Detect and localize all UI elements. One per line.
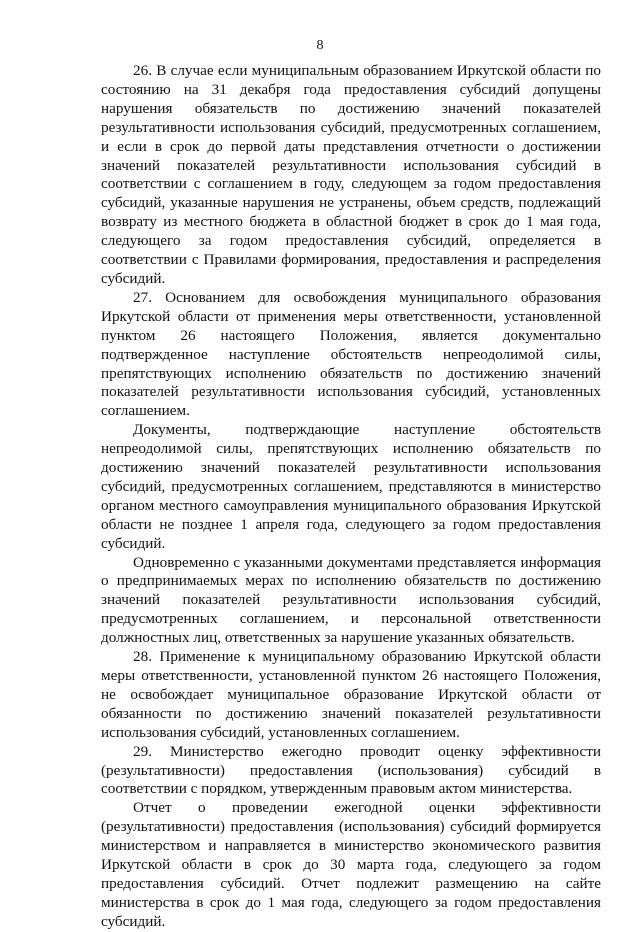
paragraph-27-documents: Документы, подтверждающие наступление обстоятельств непреодолимой силы, препятствующих исполнению обязательств по достижению значений показателей результативности использования субсидий, предусмотренных соглашением, представляются в министерство органом местного самоуправления муниципального образования Иркутской области не позднее 1 апреля года, следующего за годом предоставления субсидий. xyxy=(101,421,601,552)
document-body xyxy=(101,62,601,932)
paragraph-29-report: Отчет о проведении ежегодной оценки эффективности (результативности) предоставления (использования) субсидий формируется министерством и направляется в министерство экономического развития Иркутской области в срок до 30 марта года, следующего за годом предоставления субсидий. Отчет подлежит размещению на сайте министерства в срок до 1 мая года, следующего за годом предоставления субсидий. xyxy=(101,799,601,930)
paragraph-28: 28. Применение к муниципальному образованию Иркутской области меры ответственности, установленной пунктом 26 настоящего Положения, не освобождает муниципальное образование Иркутской области от обязанности по достижению значений показателей результативности использования субсидий, установленных соглашением. xyxy=(101,648,601,741)
paragraph-26: 26. В случае если муниципальным образованием Иркутской области по состоянию на 31 декабря года предоставления субсидий допущены нарушения обязательств по достижению значений показателей результативности использования субсидий, предусмотренных соглашением, и если в срок до первой даты представления отчетности о достижении значений показателей результативности использования субсидий в соответствии с соглашением в году, следующем за годом предоставления субсидий, указанные нарушения не устранены, объем средств, подлежащий возврату из местного бюджета в областной бюджет в срок до 1 мая года, следующего за годом предоставления субсидий, определяется в соответствии с Правилами формирования, предоставления и распределения субсидий. xyxy=(101,62,601,287)
paragraph-27: 27. Основанием для освобождения муниципального образования Иркутской области от применения меры ответственности, установленной пунктом 26 настоящего Положения, является документально подтвержденное наступление обстоятельств непреодолимой силы, препятствующих исполнению обязательств по достижению значений показателей результативности использования субсидий, установленных соглашением. xyxy=(101,288,601,420)
paragraph-29: 29. Министерство ежегодно проводит оценку эффективности (результативности) предоставления (использования) субсидий в соответствии с порядком, утвержденным правовым актом министерства. xyxy=(101,742,601,798)
paragraph-27-information: Одновременно с указанными документами представляется информация о предпринимаемых мерах по исполнению обязательств по достижению значений показателей результативности использования субсидий, предусмотренных соглашением, и персональной ответственности должностных лиц, ответственных за нарушение указанных обязательств. xyxy=(101,553,601,647)
page-number: 8 xyxy=(316,38,324,53)
